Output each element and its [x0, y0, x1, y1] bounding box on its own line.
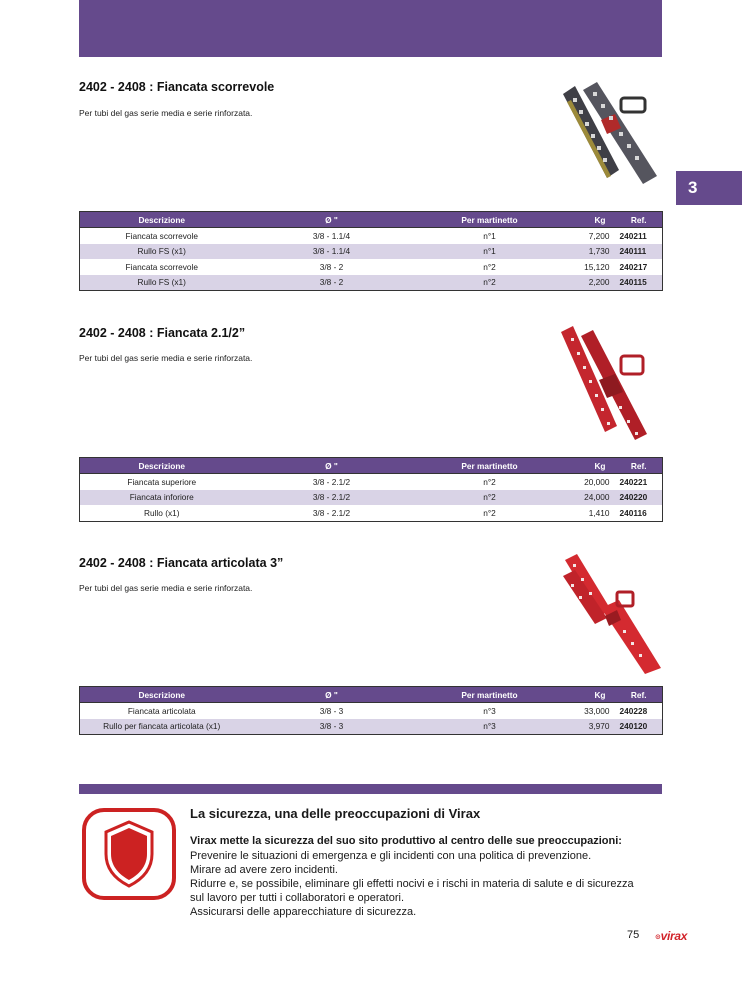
table-header-row — [80, 212, 663, 228]
cell-kg: 2,200 — [560, 275, 616, 291]
virax-logo-mark: ⊙ — [655, 933, 661, 941]
cell-ref: 240228 — [619, 705, 648, 716]
spec-table — [79, 686, 663, 735]
col-descrizione: Descrizione — [80, 458, 244, 474]
section-title: 2402 - 2408 : Fiancata scorrevole — [79, 80, 275, 94]
spec-table — [79, 457, 663, 522]
cell-kg: 33,000 — [584, 705, 610, 716]
cell-kg: 24,000 — [560, 490, 616, 506]
chapter-tab: 3 — [676, 171, 742, 205]
cell-descrizione: Rullo (x1) — [143, 507, 180, 518]
col-diametro: Ø " — [244, 687, 420, 703]
spec-table — [79, 211, 663, 291]
cell-martinetto: n°3 — [483, 705, 496, 716]
cell-diametro: 3/8 - 2.1/2 — [244, 490, 420, 506]
cell-martinetto: n°2 — [420, 275, 560, 291]
cell-diametro: 3/8 - 2 — [319, 261, 344, 272]
col-descrizione: Descrizione — [80, 687, 244, 703]
table-header-row — [80, 458, 663, 474]
section-description: Per tubi del gas serie media e serie rinforzata. — [79, 353, 253, 363]
safety-line: Assicurarsi delle apparecchiature di sicurezza. — [190, 906, 417, 918]
cell-descrizione: Fiancata inforiore — [80, 490, 244, 506]
virax-logo — [655, 929, 687, 943]
cell-descrizione: Rullo FS (x1) — [80, 275, 244, 291]
cell-descrizione: Fiancata articolata — [127, 705, 196, 716]
safety-divider-bar — [79, 784, 662, 794]
cell-descrizione: Fiancata superiore — [127, 476, 197, 487]
cell-martinetto: n°2 — [420, 490, 560, 506]
table-row — [80, 228, 663, 244]
col-martinetto: Per martinetto — [420, 212, 560, 228]
cell-diametro: 3/8 - 2.1/2 — [312, 476, 351, 487]
cell-martinetto: n°2 — [483, 476, 496, 487]
cell-ref: 240120 — [616, 719, 663, 735]
table-row — [80, 490, 663, 506]
section-title: 2402 - 2408 : Fiancata articolata 3” — [79, 556, 284, 570]
cell-ref: 240116 — [619, 507, 647, 518]
cell-kg: 20,000 — [584, 476, 610, 487]
safety-line: sul lavoro per tutti i collaboratori e operatori. — [190, 892, 404, 904]
cell-diametro: 3/8 - 2 — [244, 275, 420, 291]
safety-line: Mirare ad avere zero incidenti. — [190, 864, 338, 876]
cell-diametro: 3/8 - 1.1/4 — [312, 230, 351, 241]
cell-ref: 240221 — [619, 476, 648, 487]
cell-ref: 240111 — [616, 244, 663, 260]
section-description: Per tubi del gas serie media e serie rinforzata. — [79, 108, 253, 118]
section-title: 2402 - 2408 : Fiancata 2.1/2” — [79, 326, 246, 340]
col-kg: Kg — [560, 458, 616, 474]
cell-kg: 3,970 — [560, 719, 616, 735]
col-ref: Ref. — [616, 687, 663, 703]
cell-ref: 240115 — [616, 275, 663, 291]
table-row — [80, 719, 663, 735]
col-diametro: Ø " — [244, 212, 420, 228]
cell-kg: 1,410 — [588, 507, 610, 518]
table-row — [80, 244, 663, 260]
top-banner — [79, 0, 662, 57]
fiancata-2-1-2-image — [559, 322, 663, 444]
col-descrizione: Descrizione — [80, 212, 244, 228]
cell-diametro: 3/8 - 3 — [319, 705, 344, 716]
cell-kg: 1,730 — [560, 244, 616, 260]
col-martinetto: Per martinetto — [420, 458, 560, 474]
cell-ref: 240220 — [616, 490, 663, 506]
page-number: 75 — [627, 929, 640, 941]
safety-line: Prevenire le situazioni di emergenza e gli incidenti con una politica di prevenzione. — [190, 850, 592, 862]
cell-martinetto: n°1 — [420, 244, 560, 260]
cell-martinetto: n°3 — [420, 719, 560, 735]
cell-martinetto: n°2 — [483, 507, 496, 518]
safety-icon-frame — [82, 808, 176, 900]
col-kg: Kg — [560, 687, 616, 703]
cell-descrizione: Rullo per fiancata articolata (x1) — [80, 719, 244, 735]
col-ref: Ref. — [616, 212, 663, 228]
cell-kg: 15,120 — [584, 261, 610, 272]
table-header-row — [80, 687, 663, 703]
safety-line: Ridurre e, se possibile, eliminare gli effetti nocivi e i rischi in materia di salute e di sicurezza — [190, 878, 634, 890]
shield-icon — [86, 812, 172, 896]
cell-martinetto: n°1 — [483, 230, 496, 241]
cell-descrizione: Fiancata scorrevole — [125, 230, 198, 241]
cell-diametro: 3/8 - 2.1/2 — [312, 507, 351, 518]
fiancata-articolata-image — [561, 552, 665, 676]
table-row — [80, 275, 663, 291]
cell-martinetto: n°2 — [483, 261, 496, 272]
section-description: Per tubi del gas serie media e serie rinforzata. — [79, 583, 253, 593]
safety-title: La sicurezza, una delle preoccupazioni di Virax — [190, 806, 481, 821]
table-row — [80, 703, 663, 719]
table-row — [80, 505, 663, 521]
fiancata-scorrevole-image — [557, 80, 663, 192]
cell-diametro: 3/8 - 3 — [244, 719, 420, 735]
cell-diametro: 3/8 - 1.1/4 — [244, 244, 420, 260]
cell-kg: 7,200 — [588, 230, 610, 241]
col-diametro: Ø " — [244, 458, 420, 474]
safety-lead: Virax mette la sicurezza del suo sito produttivo al centro delle sue preoccupazioni: — [190, 835, 622, 847]
cell-ref: 240211 — [619, 230, 647, 241]
cell-descrizione: Fiancata scorrevole — [125, 261, 198, 272]
table-row — [80, 474, 663, 490]
col-kg: Kg — [560, 212, 616, 228]
col-ref: Ref. — [616, 458, 663, 474]
cell-ref: 240217 — [619, 261, 648, 272]
col-martinetto: Per martinetto — [420, 687, 560, 703]
brand-name: virax — [660, 929, 688, 943]
table-row — [80, 259, 663, 275]
cell-descrizione: Rullo FS (x1) — [80, 244, 244, 260]
